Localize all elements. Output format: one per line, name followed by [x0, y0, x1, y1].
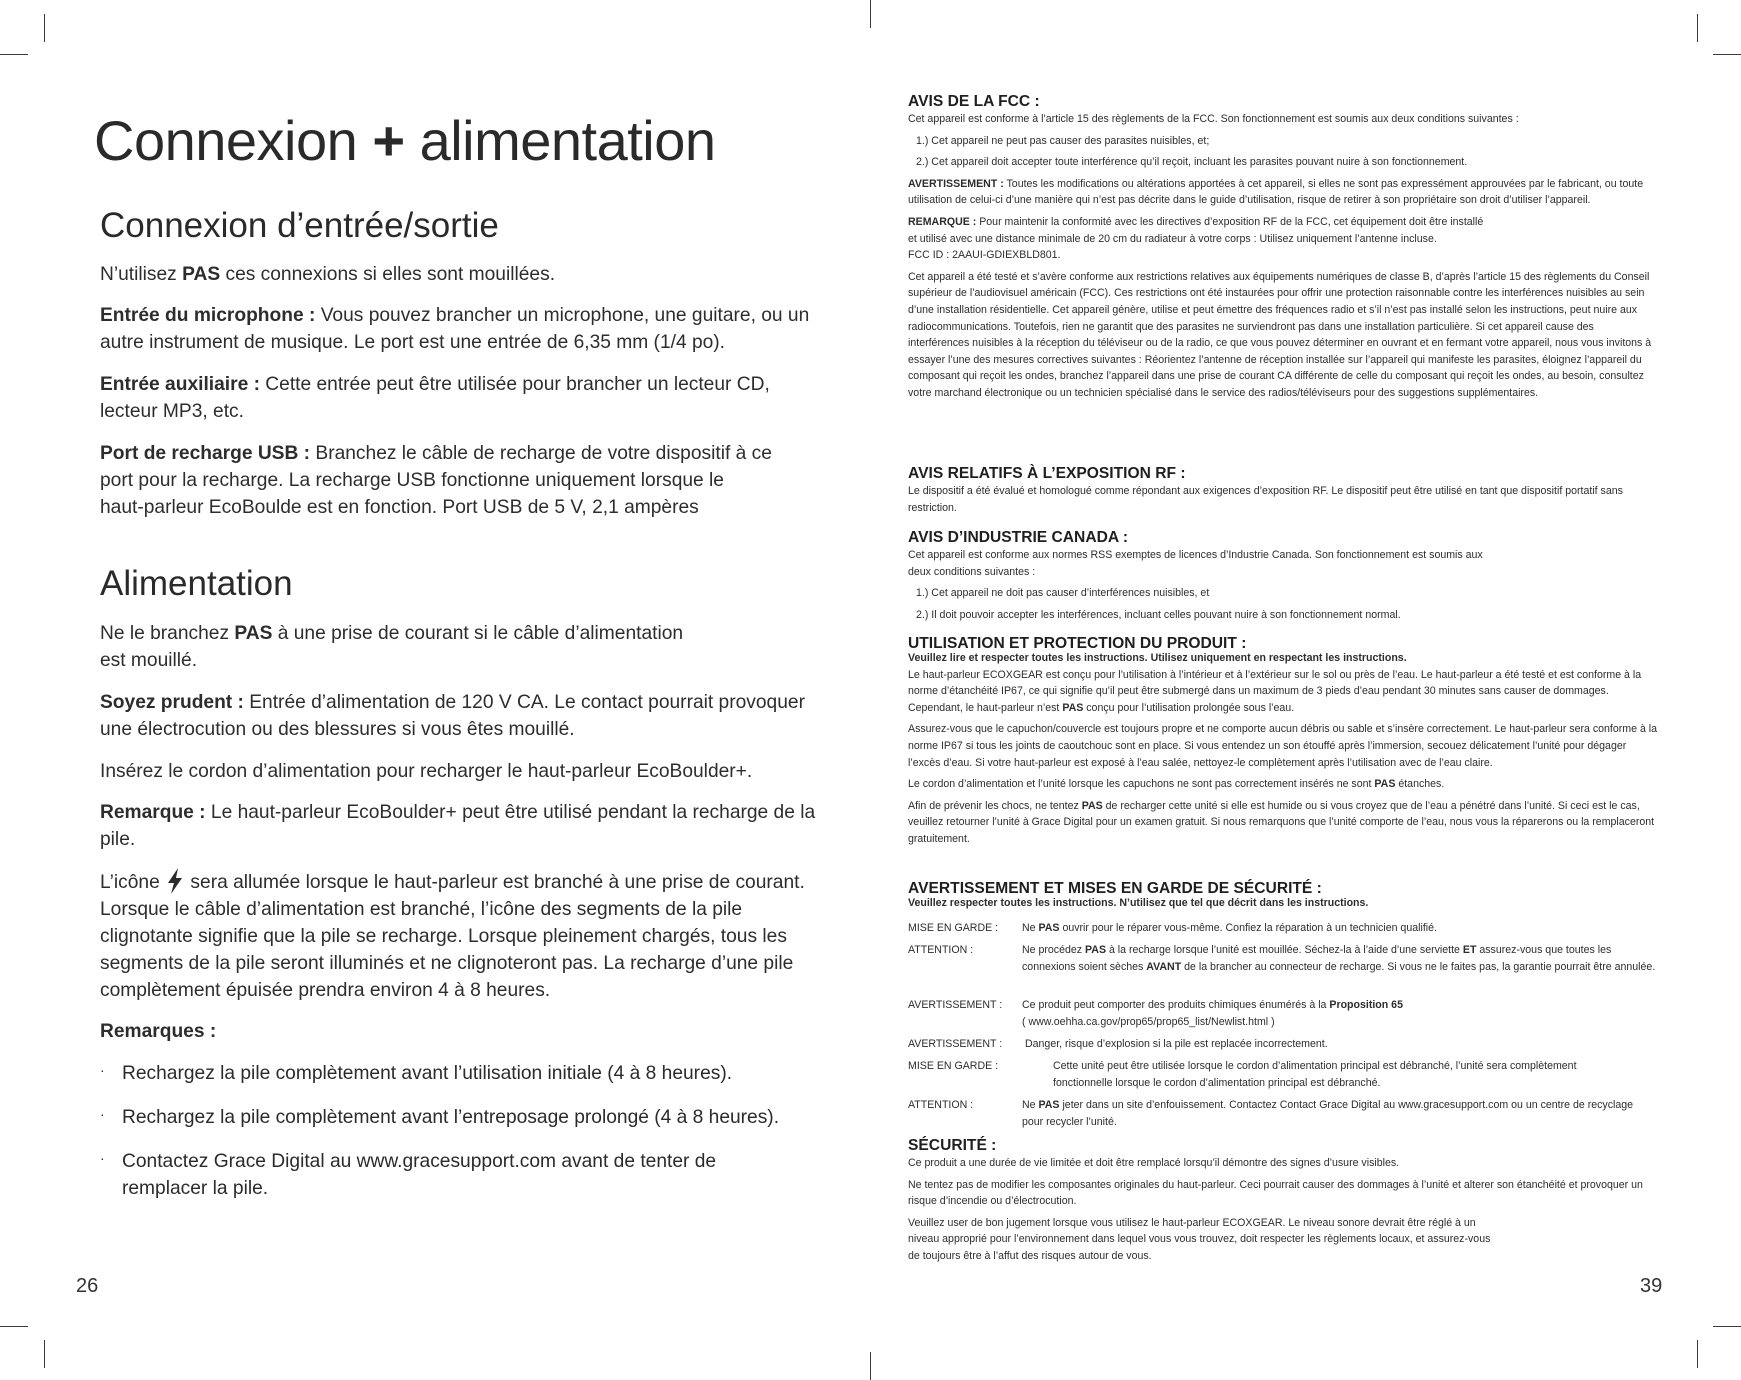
paragraph-aux-input: Entrée auxiliaire : Cette entrée peut être utilisée pour brancher un lecteur CD, lecteur MP3, etc. — [100, 374, 770, 422]
security-heading: SÉCURITÉ : — [908, 1137, 997, 1154]
bullet-dot: · — [100, 1150, 105, 1166]
lightning-bolt-icon — [167, 868, 183, 894]
list-item: · Rechargez la pile complètement avant l’utilisation initiale (4 à 8 heures). — [100, 1060, 820, 1087]
security-section: SÉCURITÉ : Ce produit a une durée de vie limitée et doit être remplacé lorsqu’il démontre des signes d’usure visibles. Ne tentez pas de modifier les composantes originales du haut-parleur. Ceci pourrait causer des dommages à l’unité et alterer son étanchéité et provoquer un risque d’incendie ou d’électrocution. Veuillez user de bon jugement lorsque vous utilisez le haut-parleur ECOXGEAR. Le niveau sonore devrait être réglé à un niveau approprié pour l’environnement dans lequel vous vous trouvez, doit respecter les règlements locaux, et assurez-vous de toujours être à l’affut des risques autour de vous. — [908, 1136, 1658, 1265]
ic-heading: AVIS D’INDUSTRIE CANADA : — [908, 529, 1129, 546]
page-number-left: 26 — [76, 1275, 99, 1297]
fcc-note: REMARQUE : Pour maintenir la conformité avec les directives d’exposition RF de la FCC, cet équipement doit être installé et utilisé avec une distance minimale de 20 cm du radiateur à votre corps : Utilisez uniquement l’antenne incluse. FCC ID : 2AAUI-GDIEXBLD801. — [908, 215, 1484, 262]
fcc-warning: AVERTISSEMENT : Toutes les modifications ou altérations apportées à cet appareil, si elles ne sont pas expressément approuvées par le fabricant, ou toute utilisation de celui-ci d’une manière qui n’est pas décrite dans le guide d’utilisation, risque de retirer à son propriétaire son droit d’utiliser l’appareil. — [908, 177, 1644, 207]
paragraph-mic-input: Entrée du microphone : Vous pouvez brancher un microphone, une guitare, ou un autre instrument de musique. Le port est une entrée de 6,35 mm (1/4 po). — [100, 305, 810, 353]
crop-mark — [1697, 14, 1698, 42]
rf-heading: AVIS RELATIFS À L’EXPOSITION RF : — [908, 465, 1186, 482]
safety-warning-section: AVERTISSEMENT ET MISES EN GARDE DE SÉCURITÉ : Veuillez respecter toutes les instructions. N’utilisez que tel que décrit dans les instructions. — [908, 879, 1658, 912]
crop-mark — [0, 1326, 28, 1327]
fcc-section: AVIS DE LA FCC : Cet appareil est conforme à l’article 15 des règlements de la FCC. Son fonctionnement est soumis aux deux conditions suivantes : 1.) Cet appareil ne peut pas causer des parasites nuisibles, et; 2.) Cet appareil doit accepter toute interférence qu’il reçoit, incluant les parasites pouvant nuire à son fonctionnement. AVERTISSEMENT : Toutes les modifications ou altérations apportées à cet appareil, si elles ne sont pas expressément approuvées par le fabricant, ou toute utilisation de celui-ci d’une manière qui n’est pas décrite dans le guide d’utilisation, risque de retirer à son propriétaire son droit d’utiliser l’appareil. REMARQUE : Pour maintenir la conformité avec les directives d’exposition RF de la FCC, cet équipement doit être installé et utilisé avec une distance minimale de 20 cm du radiateur à votre corps : Utilisez uniquement l’antenne incluse. FCC ID : 2AAUI-GDIEXBLD801. Cet appareil a été testé et s’avère conforme aux restrictions relatives aux équipements numériques de classe B, d’après l’article 15 des règlements du Conseil supérieur de l’audiovisuel américain (FCC). Ces restrictions ont été instaurées pour offrir une protection raisonnable contre les interférences nuisibles au sein d’une installation résidentielle. Cet appareil génère, utilise et peut émettre des fréquences radio et s’il n’est pas installé selon les instructions, peut nuire aux radiocommunications. Toutefois, rien ne garantit que des parasites ne surviendront pas dans une installation particulière. Si cet appareil cause des interférences nuisibles à la réception du téléviseur ou de la radio, ce que vous pouvez déterminer en ouvrant et en fermant votre appareil, nous vous invitons à essayer l’une des mesures correctives suivantes : Réorientez l’antenne de réception installée sur l’appareil qui manifeste les parasites, éloignez l’appareil du composant qui reçoit les ondes, branchez l’appareil dans une prise de courant CA différente de celle du composant qui reçoit les ondes, au besoin, consultez votre marchand électronique ou un technicien spécialisé dans le service des radios/téléviseurs pour des suggestions supplémentaires. — [908, 92, 1658, 402]
paragraph-be-careful: Soyez prudent : Entrée d’alimentation de 120 V CA. Le contact pourrait provoquer une électrocution ou des blessures si vous êtes mouillé. — [100, 692, 805, 740]
fcc-heading: AVIS DE LA FCC : — [908, 93, 1040, 110]
fcc-class-b: Cet appareil a été testé et s’avère conforme aux restrictions relatives aux équipements numériques de classe B, d’après l’article 15 des règlements du Conseil supérieur de l’audiovisuel américain (FCC). Ces restrictions ont été instaurées pour offrir une protection raisonnable contre les interférences nuisibles au sein d’une installation résidentielle. Cet appareil génère, utilise et peut émettre des fréquences radio et s’il n’est pas installé selon les instructions, peut nuire aux radiocommunications. Toutefois, rien ne garantit que des parasites ne surviendront pas dans une installation particulière. Si cet appareil cause des interférences nuisibles à la réception du téléviseur ou de la radio, ce que vous pouvez déterminer en ouvrant et en fermant votre appareil, nous vous invitons à essayer l’une des mesures correctives suivantes : Réorientez l’antenne de réception installée sur l’appareil qui manifeste les parasites, éloignez l’appareil du composant qui reçoit les ondes, branchez l’appareil dans une prise de courant CA différente de celle du composant qui reçoit les ondes, au besoin, consultez votre marchand électronique ou un technicien spécialisé dans le service des radios/téléviseurs pour des suggestions supplémentaires. — [908, 270, 1652, 399]
paragraph-power-icon: L’icône sera allumée lorsque le haut-parleur est branché à une prise de courant. Lorsque le câble d’alimentation est branché, l’icône des segments de la pile clignotante signifie que la pile se recharge. Lorsque pleinement chargés, tous les segments de la pile seront illuminés et ne clignoteront pas. La recharge d’une pile complètement épuisée prendra environ 4 à 8 heures. — [100, 868, 824, 1004]
crop-mark — [1713, 1326, 1741, 1327]
usage-heading: UTILISATION ET PROTECTION DU PRODUIT : — [908, 635, 1247, 652]
list-item: · Contactez Grace Digital au www.gracesupport.com avant de tenter de remplacer la pile. — [100, 1148, 780, 1202]
paragraph-insert-cord: Insérez le cordon d’alimentation pour recharger le haut-parleur EcoBoulder+. — [100, 761, 753, 782]
safety-warning-heading: AVERTISSEMENT ET MISES EN GARDE DE SÉCURITÉ : — [908, 880, 1322, 897]
fcc-id: FCC ID : 2AAUI-GDIEXBLD801. — [908, 249, 1061, 262]
crop-mark — [0, 54, 28, 55]
ic-section: AVIS D’INDUSTRIE CANADA : Cet appareil est conforme aux normes RSS exemptes de licences d’Industrie Canada. Son fonctionnement est soumis aux deux conditions suivantes : 1.) Cet appareil ne doit pas causer d’interférences nuisibles, et 2.) Il doit pouvoir accepter les interférences, incluant celles pouvant nuire à son fonctionnement normal. — [908, 528, 1658, 623]
crop-mark — [44, 1340, 45, 1368]
rf-section: AVIS RELATIFS À L’EXPOSITION RF : Le dispositif a été évalué et homologué comme répondant aux exigences d’exposition RF. Le dispositif peut être utilisé en tant que dispositif portatif sans restriction. — [908, 464, 1658, 516]
page-title: Connexion + alimentation — [94, 109, 716, 172]
bullet-dot: · — [100, 1106, 105, 1122]
paragraph-remark: Remarque : Le haut-parleur EcoBoulder+ peut être utilisé pendant la recharge de la pile. — [100, 802, 816, 850]
paragraph-no-wet: N’utilisez PAS ces connexions si elles sont mouillées. — [100, 264, 556, 285]
paragraph-usb-port: Port de recharge USB : Branchez le câble de recharge de votre dispositif à ce port pour la recharge. La recharge USB fonctionne uniquement lorsque le haut-parleur EcoBoulde est en fonction. Port USB de 5 V, 2,1 ampères — [100, 443, 772, 518]
bullet-dot: · — [100, 1062, 105, 1078]
crop-mark — [44, 14, 45, 42]
crop-mark — [1697, 1340, 1698, 1368]
section-heading-power: Alimentation — [100, 564, 293, 603]
remarks-heading: Remarques : — [100, 1021, 217, 1042]
page-number-right: 39 — [1640, 1275, 1663, 1297]
usage-section: UTILISATION ET PROTECTION DU PRODUIT : Veuillez lire et respecter toutes les instructions. Utilisez uniquement en respectant les instructions. Le haut-parleur ECOXGEAR est conçu pour l’utilisation à l’intérieur et à l’extérieur sur le sol ou près de l’eau. Le haut-parleur a été testé et est conforme à la norme d’étanchéité IP67, ce qui signifie qu’il peut être submergé dans un maximum de 3 pieds d’eau pendant 30 minutes sans causer de dommages. Cependant, le haut-parleur n’est PAS conçu pour l’utilisation prolongée sous l’eau. Assurez-vous que le capuchon/couvercle est toujours propre et ne comporte aucun débris ou sable et s’insère correctement. Le haut-parleur sera conforme à la norme IP67 si tous les joints de caoutchouc sont en place. Si vous entendez un son étouffé après l’immersion, secouez délicatement l’unité pour dégager l’excès d’eau. Si votre haut-parleur est exposé à l’eau salée, nettoyez-le complètement après l’utilisation avec de l’eau claire. Le cordon d’alimentation et l’unité lorsque les capuchons ne sont pas correctement insérés ne sont PAS étanches. Afin de prévenir les chocs, ne tentez PAS de recharger cette unité si elle est humide ou si vous croyez que de l’eau a pénétré dans l’unité. Si ceci est le cas, veuillez retourner l’unité à Grace Digital pour un examen gratuit. Si nous remarquons que l’unité comporte de l’eau, nous vous la réparerons ou la remplaceront gratuitement. — [908, 635, 1658, 845]
crop-mark — [870, 0, 871, 28]
paragraph-no-plug-wet: Ne le branchez PAS à une prise de courant si le câble d’alimentation est mouillé. — [100, 623, 684, 671]
crop-mark — [1713, 54, 1741, 55]
list-item: · Rechargez la pile complètement avant l’entreposage prolongé (4 à 8 heures). — [100, 1104, 820, 1131]
section-heading-io: Connexion d’entrée/sortie — [100, 206, 499, 245]
crop-mark — [870, 1352, 871, 1380]
title-plus: + — [372, 109, 405, 172]
